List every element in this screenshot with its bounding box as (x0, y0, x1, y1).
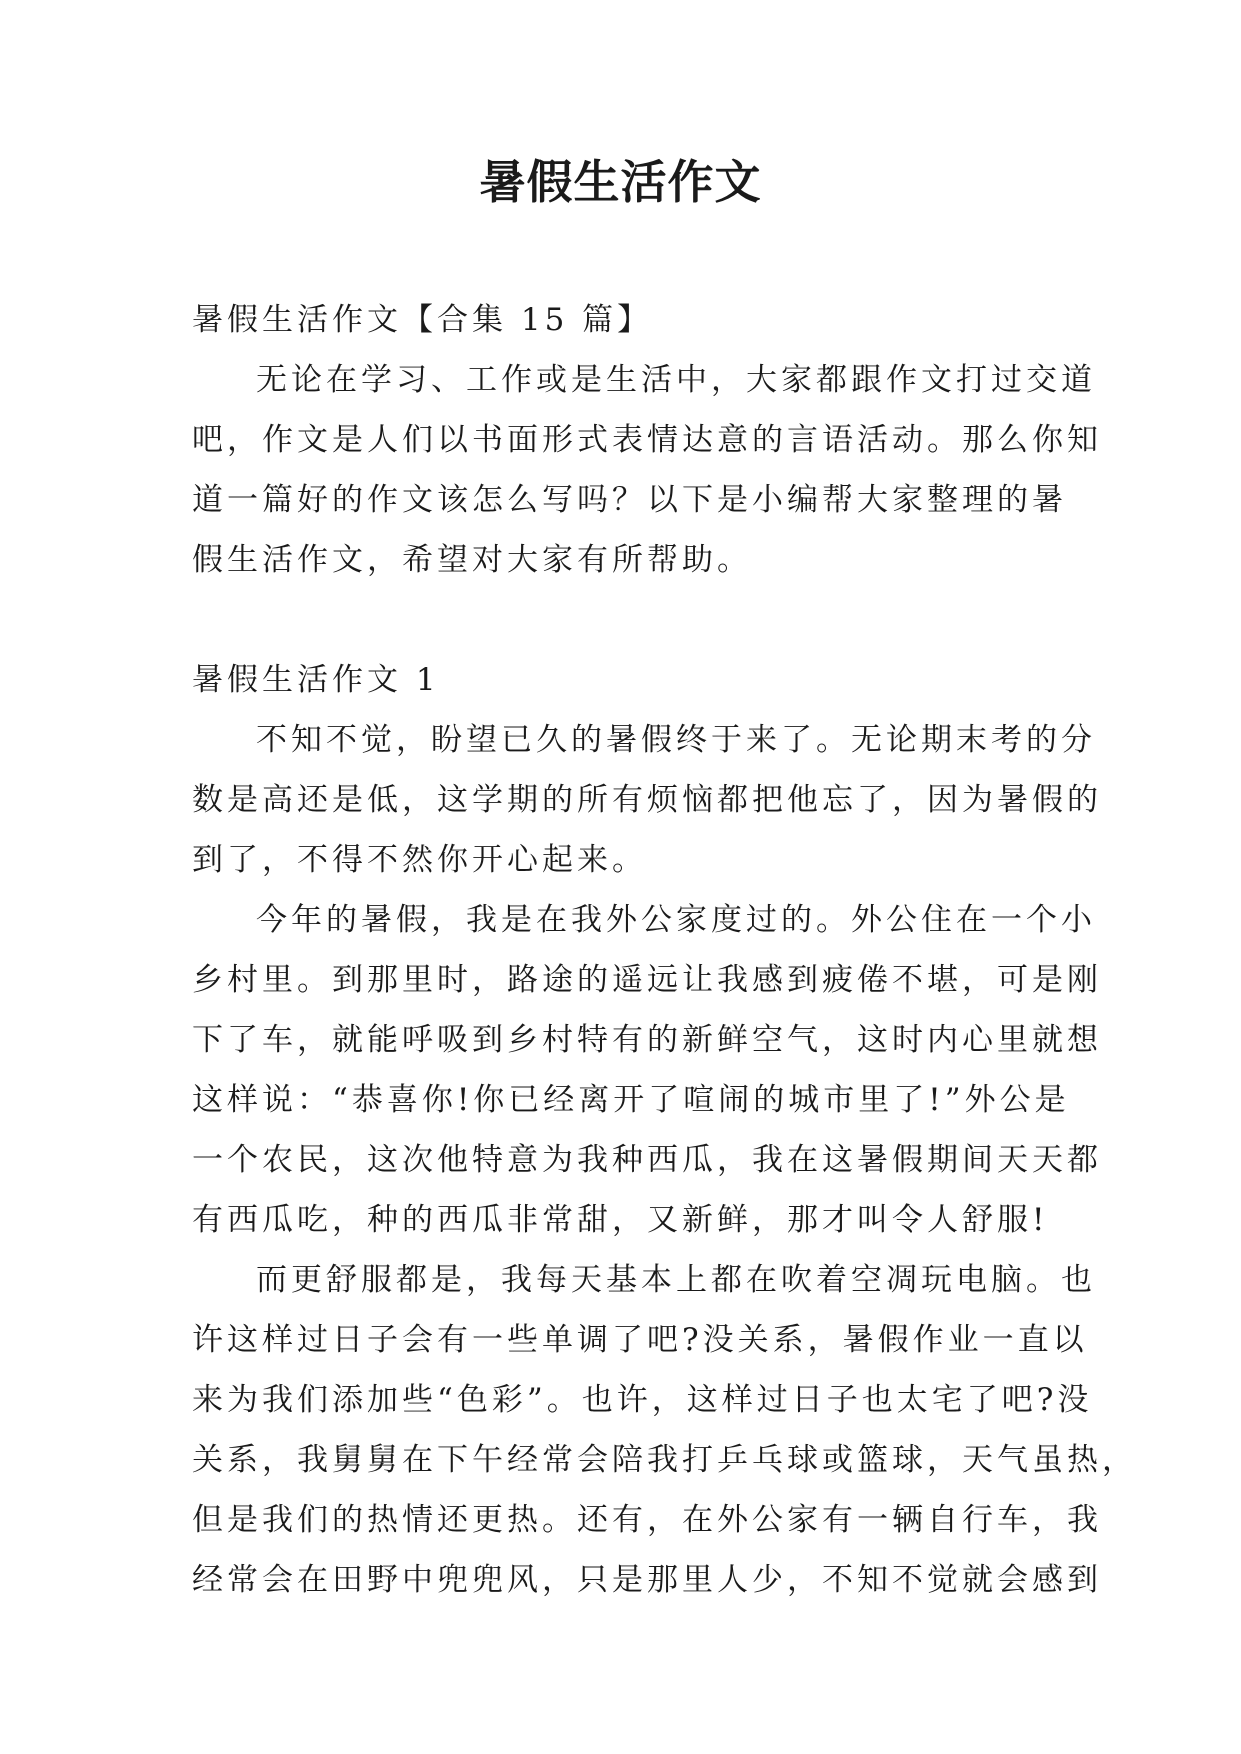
intro-line: 无论在学习、工作或是生活中，大家都跟作文打过交道 (256, 362, 1096, 398)
spacer (192, 590, 1052, 650)
paragraph-line: 今年的暑假，我是在我外公家度过的。外公住在一个小 (256, 902, 1096, 938)
section-heading: 暑假生活作文 1 (192, 662, 440, 698)
document-title: 暑假生活作文 (479, 155, 762, 209)
intro-line: 吧，作文是人们以书面形式表情达意的言语活动。那么你知 (192, 422, 1102, 458)
paragraph-line: 许这样过日子会有一些单调了吧?没关系，暑假作业一直以 (192, 1322, 1088, 1358)
paragraph-line: 来为我们添加些“色彩”。也许，这样过日子也太宅了吧?没 (192, 1382, 1093, 1418)
paragraph-line: 但是我们的热情还更热。还有，在外公家有一辆自行车，我 (192, 1502, 1102, 1538)
paragraph-line: 关系，我舅舅在下午经常会陪我打乒乓球或篮球，天气虽热， (192, 1442, 1137, 1478)
paragraph-line: 不知不觉，盼望已久的暑假终于来了。无论期末考的分 (256, 722, 1096, 758)
paragraph-line: 经常会在田野中兜兜风，只是那里人少，不知不觉就会感到 (192, 1562, 1102, 1598)
paragraph-line: 到了，不得不然你开心起来。 (192, 842, 647, 878)
paragraph-line: 一个农民，这次他特意为我种西瓜，我在这暑假期间天天都 (192, 1142, 1102, 1178)
paragraph-line: 下了车，就能呼吸到乡村特有的新鲜空气，这时内心里就想 (192, 1022, 1102, 1058)
paragraph-line: 这样说：“恭喜你!你已经离开了喧闹的城市里了!”外公是 (192, 1082, 1070, 1118)
paragraph-line: 数是高还是低，这学期的所有烦恼都把他忘了，因为暑假的 (192, 782, 1102, 818)
intro-line: 道一篇好的作文该怎么写吗？以下是小编帮大家整理的暑 (192, 482, 1067, 518)
document-subtitle: 暑假生活作文【合集 15 篇】 (192, 302, 653, 338)
paragraph-line: 有西瓜吃，种的西瓜非常甜，又新鲜，那才叫令人舒服! (192, 1202, 1049, 1238)
intro-line: 假生活作文，希望对大家有所帮助。 (192, 542, 752, 578)
paragraph-line: 乡村里。到那里时，路途的遥远让我感到疲倦不堪，可是刚 (192, 962, 1102, 998)
document-body (192, 290, 1137, 1610)
paragraph-line: 而更舒服都是，我每天基本上都在吹着空凋玩电脑。也 (256, 1262, 1096, 1298)
